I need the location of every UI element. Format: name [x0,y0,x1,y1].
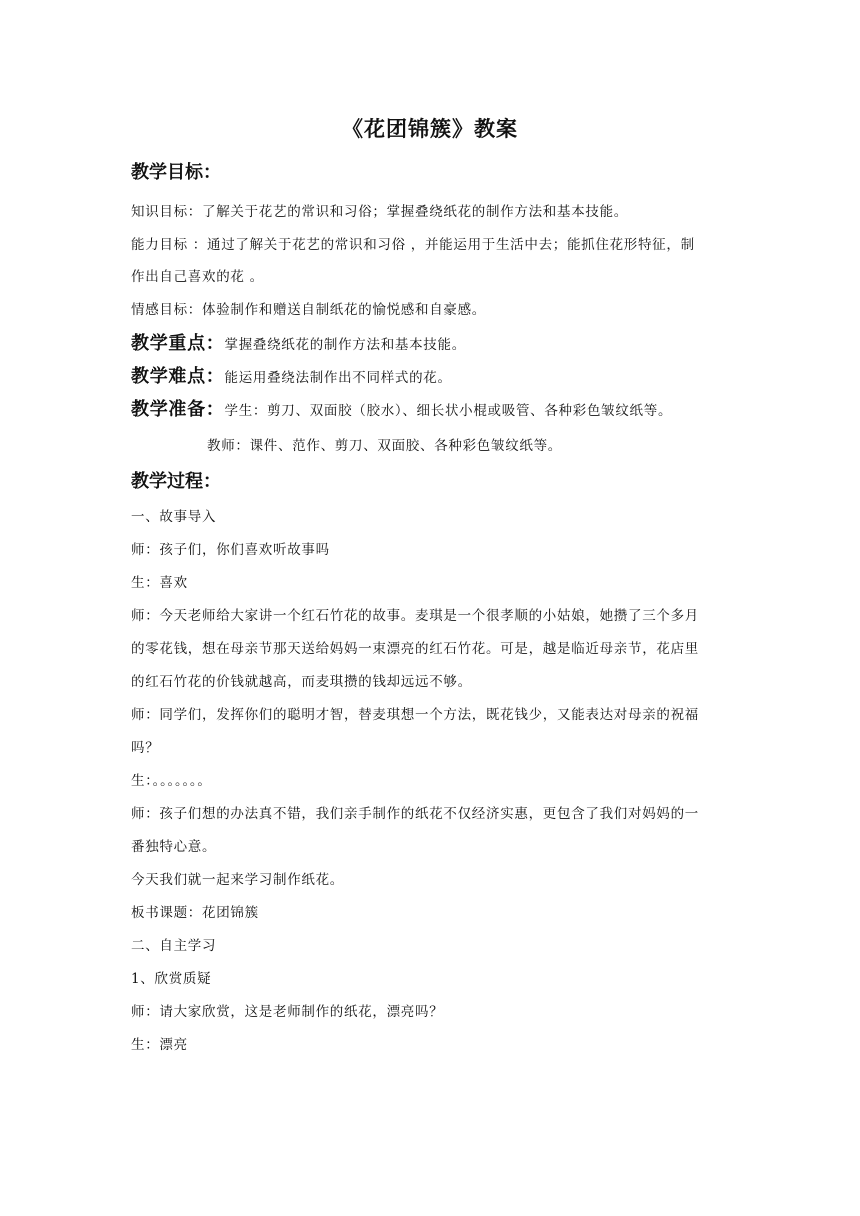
process-line: 师：今天老师给大家讲一个红石竹花的故事。麦琪是一个很孝顺的小姑娘，她攒了三个多月 [131,608,699,624]
difficulty-label: 教学难点： [131,366,225,387]
process-line: 一、故事导入 [131,509,217,525]
emotion-objective: 情感目标：体验制作和赠送自制纸花的愉悦感和自豪感。 [131,302,486,318]
process-line: 生：漂亮 [131,1037,188,1053]
process-line: 1、欣赏质疑 [131,971,212,987]
process-line: 师：同学们，发挥你们的聪明才智，替麦琪想一个方法，既花钱少，又能表达对母亲的祝福 [131,707,699,723]
process-line: 今天我们就一起来学习制作纸花。 [131,872,344,888]
process-line: 的红石竹花的价钱就越高，而麦琪攒的钱却远远不够。 [131,674,472,690]
difficulty-text: 能运用叠绕法制作出不同样式的花。 [224,370,452,386]
key-point-label: 教学重点： [131,333,225,354]
difficulty-row [131,368,736,387]
objectives-heading: 教学目标： [131,162,221,183]
process-line: 生：喜欢 [131,575,188,591]
process-line: 番独特心意。 [131,839,217,855]
process-line: 板书课题：花团锦簇 [131,905,259,921]
process-line: 的零花钱，想在母亲节那天送给妈妈一束漂亮的红石竹花。可是，越是临近母亲节，花店里 [131,641,699,657]
document-title: 《花团锦簇》教案 [342,117,518,141]
document-body [131,160,736,1054]
preparation-students: 学生：剪刀、双面胶（胶水）、细长状小棍或吸管、各种彩色皱纹纸等。 [224,403,673,419]
process-line: 师：请大家欣赏，这是老师制作的纸花，漂亮吗？ [131,1004,444,1020]
preparation-row [131,401,736,420]
ability-objective-line1: 能力目标 ：通过了解关于花艺的常识和习俗 ，并能运用于生活中去；能抓住花形特征，制 [131,237,695,253]
process-line: 师：孩子们，你们喜欢听故事吗 [131,542,330,558]
ability-objective-line2: 作出自己喜欢的花 。 [131,269,264,285]
process-line: 生：。。。。。。。 [131,773,212,789]
key-point-row [131,335,736,354]
process-line: 师：孩子们想的办法真不错，我们亲手制作的纸花不仅经济实惠，更包含了我们对妈妈的一 [131,806,699,822]
preparation-teacher: 教师：课件、范作、剪刀、双面胶、各种彩色皱纹纸等。 [207,438,562,454]
process-heading: 教学过程： [131,471,221,492]
preparation-label: 教学准备： [131,399,225,420]
process-line: 二、自主学习 [131,938,217,954]
process-line: 吗？ [131,740,160,756]
knowledge-objective: 知识目标：了解关于花艺的常识和习俗；掌握叠绕纸花的制作方法和基本技能。 [131,204,628,220]
key-point-text: 掌握叠绕纸花的制作方法和基本技能。 [224,337,466,353]
